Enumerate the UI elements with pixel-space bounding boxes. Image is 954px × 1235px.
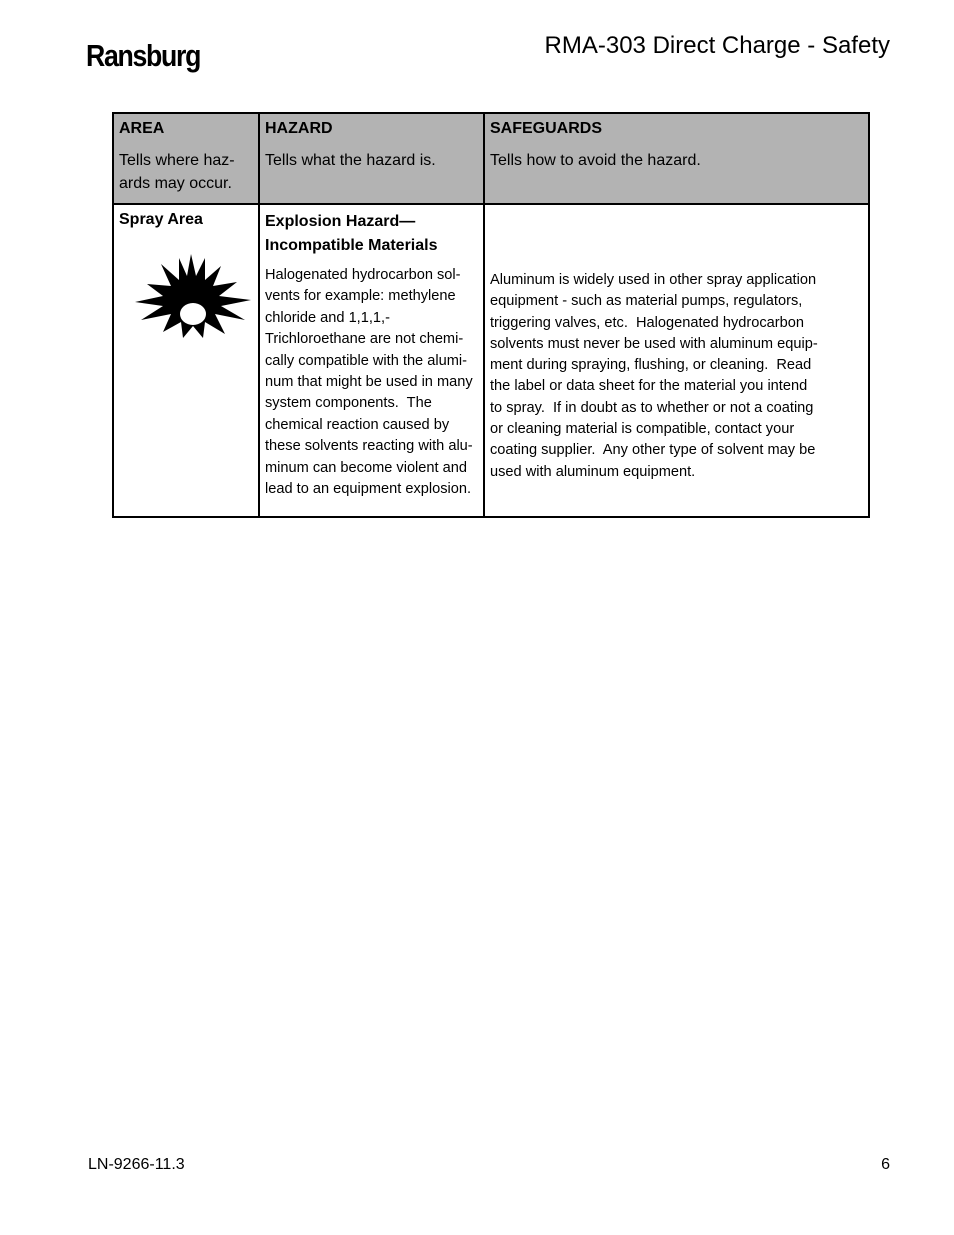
header-label-safeguards: SAFEGUARDS [490,120,603,137]
table-header-row [113,113,869,204]
header-cell-hazard [259,113,484,204]
hazard-description: Halogenated hydrocarbon sol- vents for example: methylene chloride and 1,1,1,- Trichloroethane are not chemi- cally compatible with the alumi- num that might be used in many system components. The chemical reaction caused by these solvents reacting with alu- minum can become violent and lead to an equipment explosion. [265,267,473,498]
header-label-area: AREA [119,120,165,137]
hazard-table [112,112,870,518]
header-label-hazard: HAZARD [265,120,333,137]
hazard-title [265,210,478,258]
header-desc-safeguards: Tells how to avoid the hazard. [490,152,701,169]
safeguards-cell [484,204,869,517]
footer-doc-number: LN-9266-11.3 [88,1156,185,1173]
footer-page-number: 6 [881,1156,890,1173]
safeguards-description: Aluminum is widely used in other spray application equipment - such as material pumps, regulators, triggering valves, etc. Halogenated hydrocarbon solvents must never be used with aluminum equip- ment during spraying, flushing, or cleaning. Read the label or data sheet for the material you intend to spray. If in doubt as to whether or not a coating or cleaning material is compatible, contact your coating supplier. Any other type of solvent may be used with aluminum equipment. [490,272,818,480]
header-cell-safeguards [484,113,869,204]
table-row [113,204,869,517]
area-name: Spray Area [119,211,203,228]
hazard-title-line2: Incompatible Materials [265,237,438,254]
hazard-title-line1: Explosion Hazard— [265,213,416,230]
brand-logo: Ransburg [86,38,201,73]
explosion-icon [133,252,253,342]
hazard-cell [259,204,484,517]
header-desc-area: Tells where haz- ards may occur. [119,152,235,192]
header-desc-hazard: Tells what the hazard is. [265,152,436,169]
header-cell-area [113,113,259,204]
area-cell [113,204,259,517]
document-title: RMA-303 Direct Charge - Safety [544,32,890,59]
